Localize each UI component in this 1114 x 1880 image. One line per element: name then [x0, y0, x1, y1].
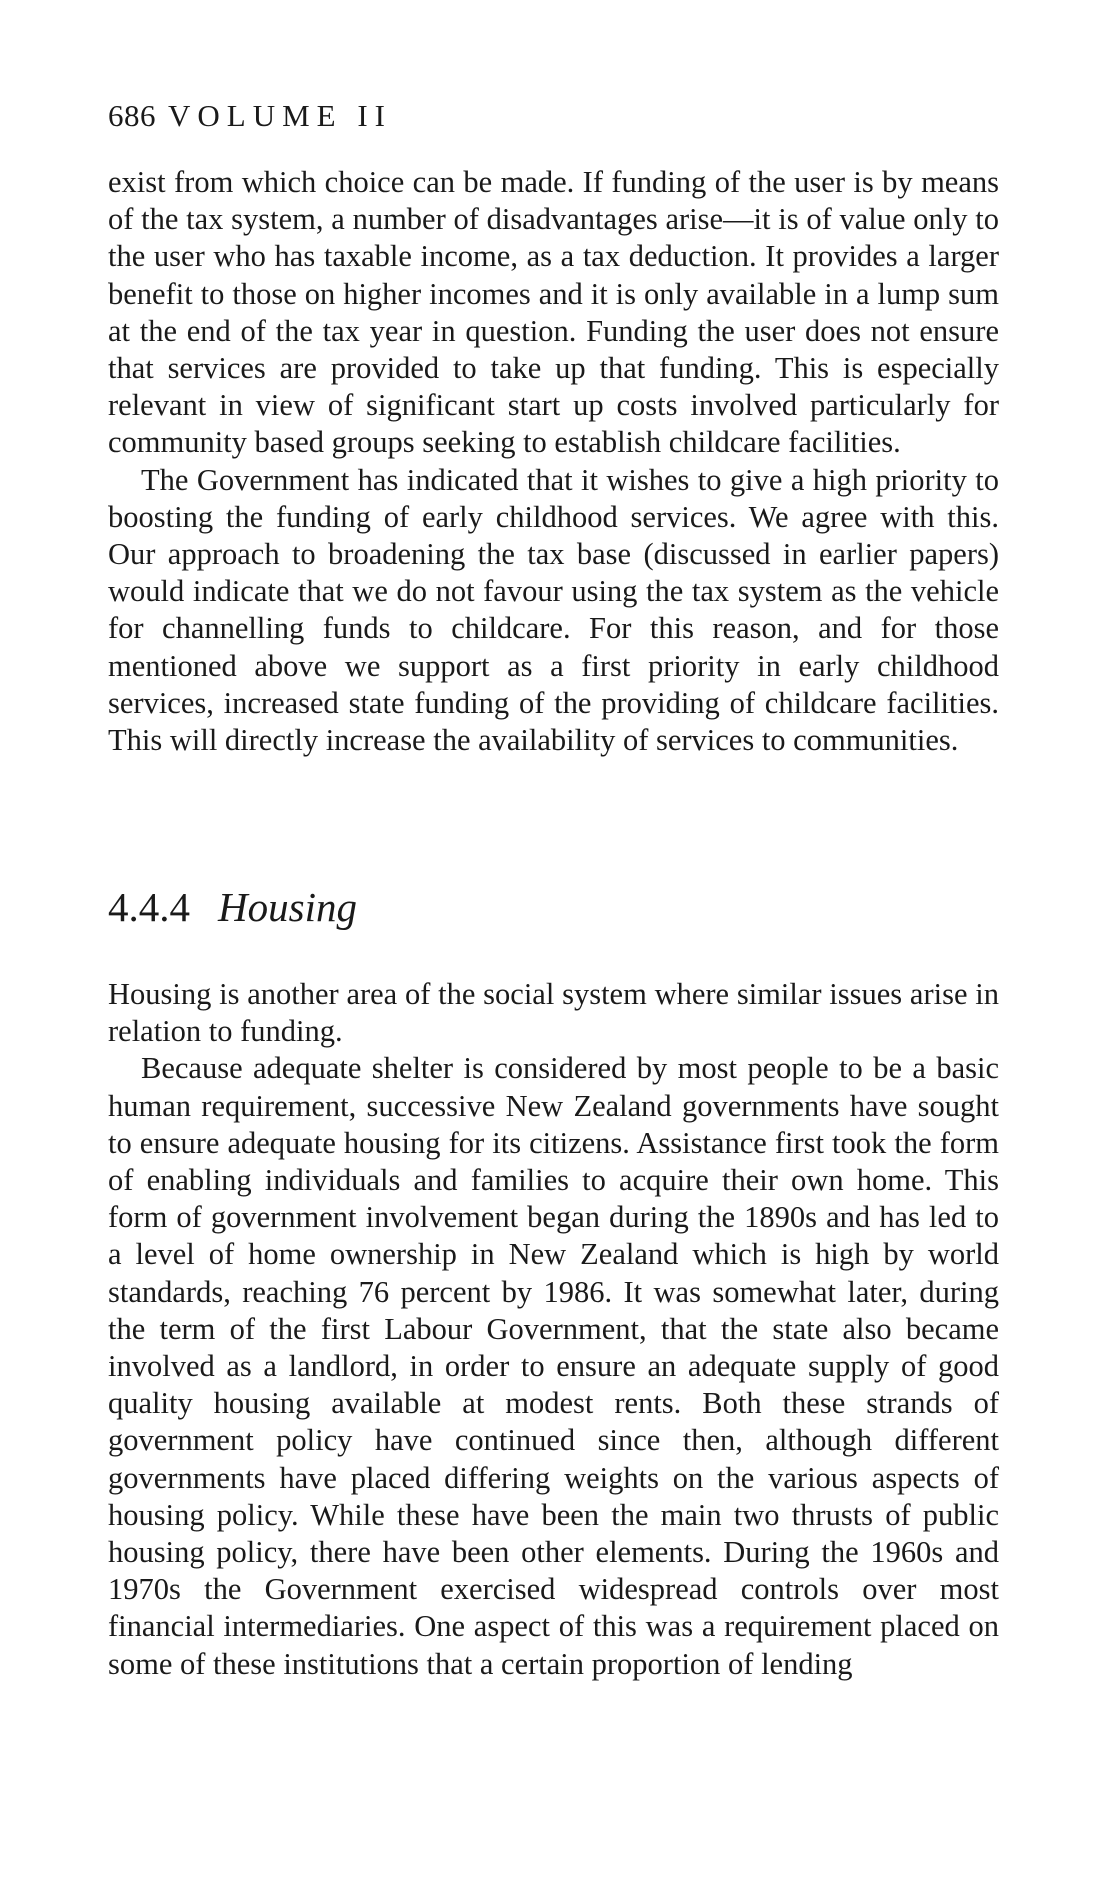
- section-number: 4.4.4: [108, 884, 190, 930]
- volume-label: VOLUME II: [168, 98, 392, 133]
- running-head: [108, 96, 392, 136]
- paragraph: Housing is another area of the social system where similar issues arise in relation to funding.: [108, 977, 999, 1049]
- section-body-text: [108, 976, 999, 1683]
- paragraph-continued: exist from which choice can be made. If funding of the user is by means of the tax system, a number of disadvantages arise—it is of value only to the user who has taxable income, as a tax deduction. It provides a larger benefit to those on higher incomes and it is only available in a lump sum at the end of the tax year in question. Funding the user does not ensure that services are provided to take up that funding. This is especially relevant in view of significant start up costs involved particularly for community based groups seeking to establish childcare facilities.: [108, 165, 999, 460]
- page-number: 686: [108, 98, 156, 133]
- section-heading: [108, 882, 357, 932]
- body-text: [108, 164, 999, 759]
- paragraph: Because adequate shelter is considered by most people to be a basic human requirement, successive New Zealand governments have sought to ensure adequate housing for its citizens. Assistance first took the form of enabling individuals and families to acquire their own home. This form of government involvement began during the 1890s and has led to a level of home ownership in New Zealand which is high by world standards, reaching 76 percent by 1986. It was somewhat later, during the term of the first Labour Government, that the state also became involved as a landlord, in order to ensure an adequate supply of good quality housing available at modest rents. Both these strands of government policy have continued since then, although different governments have placed differing weights on the various aspects of housing policy. While these have been the main two thrusts of public housing policy, there have been other elements. During the 1960s and 1970s the Government exercised widespread controls over most financial intermediaries. One aspect of this was a requirement placed on some of these institutions that a certain proportion of lending: [108, 1051, 999, 1681]
- paragraph: The Government has indicated that it wishes to give a high priority to boosting the funding of early childhood services. We agree with this. Our approach to broadening the tax base (discussed in earlier papers) would indicate that we do not favour using the tax system as the vehicle for channelling funds to childcare. For this reason, and for those mentioned above we support as a first priority in early childhood services, increased state funding of the providing of childcare facilities. This will directly increase the availability of services to communities.: [108, 462, 999, 758]
- section-title: Housing: [218, 884, 357, 930]
